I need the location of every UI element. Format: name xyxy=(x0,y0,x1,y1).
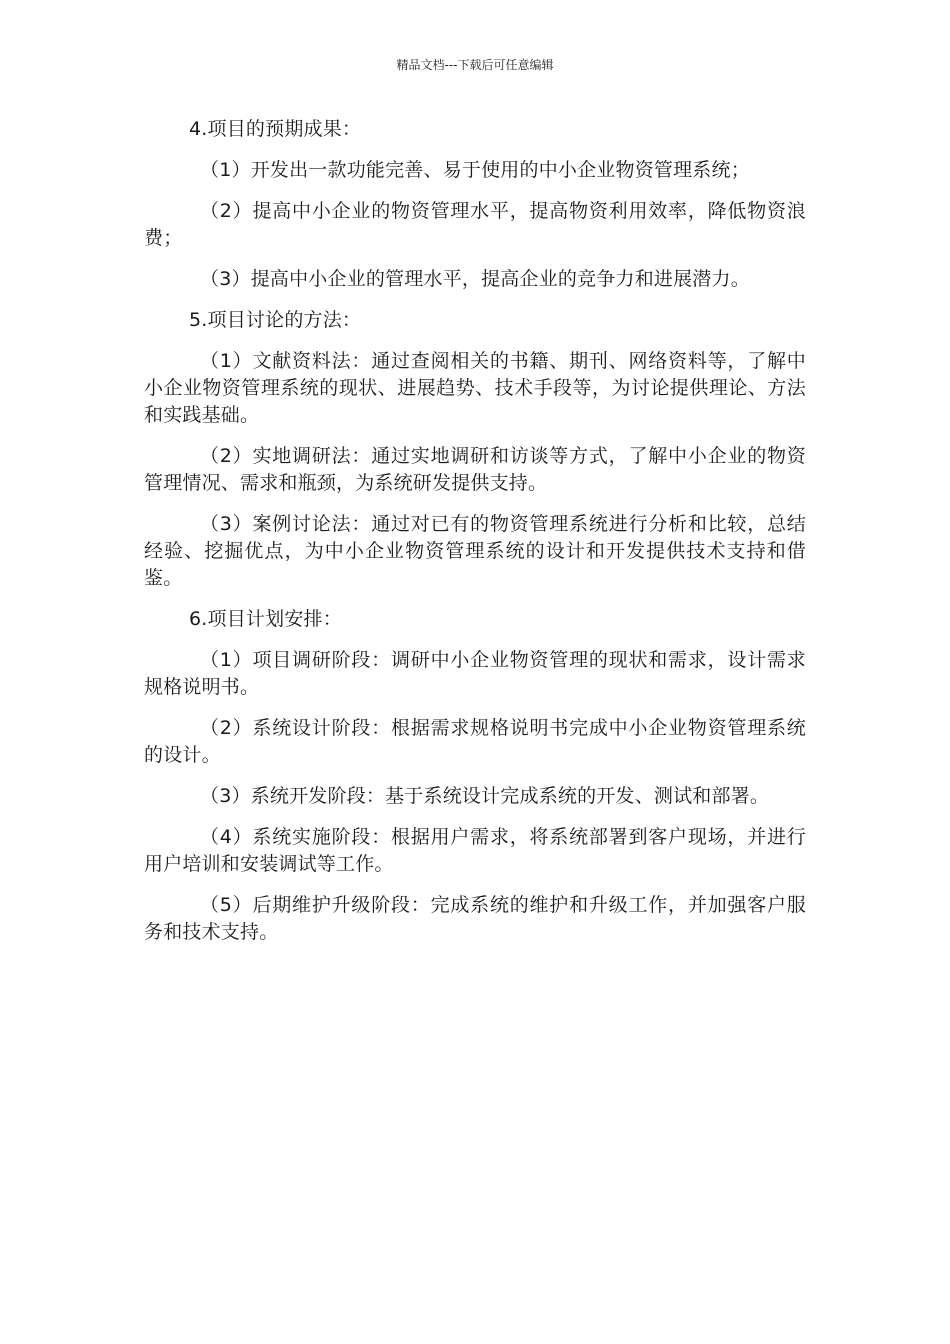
list-item: （1）开发出一款功能完善、易于使用的中小企业物资管理系统； xyxy=(200,159,750,181)
section-heading: 6.项目计划安排： xyxy=(189,608,342,630)
list-item: （2）系统设计阶段：根据需求规格说明书完成中小企业物资管理系统的设计。 xyxy=(144,717,806,766)
list-item: （3）系统开发阶段：基于系统设计完成系统的开发、测试和部署。 xyxy=(200,785,770,807)
section-expected-results xyxy=(144,116,806,293)
page-header: 精品文档---下载后可任意编辑 xyxy=(396,58,554,72)
list-item: （5）后期维护升级阶段：完成系统的维护和升级工作，并加强客户服务和技术支持。 xyxy=(144,894,806,943)
list-item: （2）提高中小企业的物资管理水平，提高物资利用效率，降低物资浪费； xyxy=(144,200,806,249)
list-item: （3）提高中小企业的管理水平，提高企业的竞争力和进展潜力。 xyxy=(200,268,750,290)
section-heading: 5.项目讨论的方法： xyxy=(189,309,362,331)
section-project-schedule xyxy=(144,606,806,946)
list-item: （4）系统实施阶段：根据用户需求，将系统部署到客户现场，并进行用户培训和安装调试等工作。 xyxy=(144,826,806,875)
list-item: （3）案例讨论法：通过对已有的物资管理系统进行分析和比较，总结经验、挖掘优点，为中小企业物资管理系统的设计和开发提供技术支持和借鉴。 xyxy=(144,513,806,589)
section-research-methods xyxy=(144,307,806,592)
section-heading: 4.项目的预期成果： xyxy=(189,118,362,140)
list-item: （2）实地调研法：通过实地调研和访谈等方式，了解中小企业的物资管理情况、需求和瓶颈，为系统研发提供支持。 xyxy=(144,445,806,494)
list-item: （1）项目调研阶段：调研中小企业物资管理的现状和需求，设计需求规格说明书。 xyxy=(144,649,806,698)
list-item: （1）文献资料法：通过查阅相关的书籍、期刊、网络资料等，了解中小企业物资管理系统的现状、进展趋势、技术手段等，为讨论提供理论、方法和实践基础。 xyxy=(144,350,806,426)
document-body xyxy=(144,116,806,960)
